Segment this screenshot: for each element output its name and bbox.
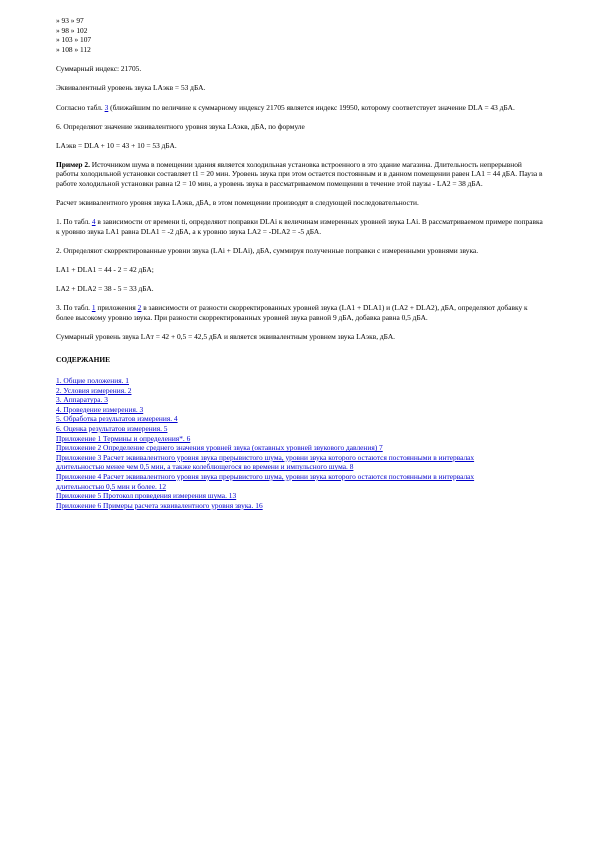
table-4-link[interactable]: 4 bbox=[91, 217, 96, 227]
step-1-text: в зависимости от времени ti, определяют поправки DLAi к величинам измеренных уровней звука LAi. В рассматриваемом примере поправка к уровню звука LA1 равна DLA1 = -2 дБА, а к уровню звука LA2 = -DLA2 = -5 дБА. bbox=[56, 217, 543, 236]
table-3-link[interactable]: 3 bbox=[104, 102, 109, 112]
range-item: » 98 » 102 bbox=[56, 25, 88, 35]
toc-link[interactable]: Приложение 1 Термины и определения*. 6 bbox=[56, 433, 191, 443]
step-3-text: 3. По табл. bbox=[56, 303, 92, 313]
toc-link[interactable]: Приложение 3 Расчет эквивалентного уровня звука прерывистого шума, уровни звука которого остаются постоянными в интервалах длительностью менее чем 0,5 мин, а также колеблющегося во времени и импульсного шума. 8 bbox=[56, 452, 475, 472]
equation-2: LA2 + DLA2 = 38 - 5 = 33 дБА. bbox=[56, 284, 154, 294]
toc-link[interactable]: Приложение 6 Примеры расчета эквивалентного уровня звука. 16 bbox=[56, 500, 263, 510]
formula: LАэкв = DLA + 10 = 43 + 10 = 53 дБА. bbox=[56, 140, 177, 150]
toc-item bbox=[56, 472, 496, 491]
table-reference-text: (ближайшим по величине к суммарному индексу 21705 является индекс 19950, которому соответствует значение DLA = 43 дБА. bbox=[108, 102, 515, 112]
step-3 bbox=[56, 303, 544, 322]
example-2 bbox=[56, 160, 544, 189]
toc-link[interactable]: 6. Оценка результатов измерения. 5 bbox=[56, 424, 168, 434]
range-item: » 108 » 112 bbox=[56, 44, 91, 54]
toc-item bbox=[56, 405, 496, 415]
toc-item bbox=[56, 386, 496, 396]
step-3-text: приложения bbox=[95, 303, 138, 313]
equivalent-level: Эквивалентный уровень звука LАэкв = 53 дБА. bbox=[56, 83, 206, 93]
range-item: » 103 » 107 bbox=[56, 35, 92, 45]
toc-link[interactable]: Приложение 4 Расчет эквивалентного уровня звука прерывистого шума, уровни звука которого остаются постоянными в интервалах длительностью 0,5 мин и более. 12 bbox=[56, 472, 475, 491]
toc-item bbox=[56, 491, 496, 501]
step-1-text: 1. По табл. bbox=[56, 217, 92, 227]
toc-title: СОДЕРЖАНИЕ bbox=[56, 355, 111, 365]
table-reference-text: Согласно табл. bbox=[56, 102, 105, 112]
toc-item bbox=[56, 395, 496, 405]
step-2: 2. Определяют скорректированные уровни звука (LAi + DLAi), дБА, суммируя полученные поправки с измеренными уровнями звука. bbox=[56, 245, 479, 255]
example-2-text: Источником шума в помещении здания является холодильная установка встроенного в это здание магазина. Длительность непрерывной работы холодильной установки составляет t1 = 20 мин. Уровень звука при этом остается постоянным и в данном помещении равен LA1 = 44 дБА. Пауза в работе холодильной установки равна t2 = 10 мин, а уровень звука в рассматриваемом помещении в течение этой паузы - LA2 = 38 дБА. bbox=[56, 159, 543, 189]
table-1-link[interactable]: 1 bbox=[91, 303, 96, 313]
toc-item bbox=[56, 501, 496, 511]
calculation-intro: Расчет эквивалентного уровня звука LАэкв, дБА, в этом помещении производят в следующей последовательности. bbox=[56, 198, 419, 208]
toc-item bbox=[56, 434, 496, 444]
toc-item bbox=[56, 443, 496, 453]
document-page bbox=[56, 16, 544, 510]
toc-link[interactable]: Приложение 2 Определение среднего значения уровней звука (октавных уровней звукового давления) 7 bbox=[56, 443, 383, 453]
summary: Суммарный уровень звука LAт = 42 + 0,5 = 42,5 дБА и является эквивалентным уровнем звука LАэкв, дБА. bbox=[56, 331, 396, 341]
toc-link[interactable]: 5. Обработка результатов измерения. 4 bbox=[56, 414, 178, 424]
range-item: » 93 » 97 bbox=[56, 16, 84, 25]
equation-1: LA1 + DLA1 = 44 - 2 = 42 дБА; bbox=[56, 265, 154, 274]
step-3-text: в зависимости от разности скорректированных уровней звука (LA1 + DLA1) и (LA2 + DLA2), дБА, определяют добавку к более высокому уровню звука. При разности скорректированных уровней звука равной 9 дБА, добавка равна 0,5 дБА. bbox=[56, 303, 528, 322]
toc-link[interactable]: 3. Аппаратура. 3 bbox=[56, 395, 108, 405]
total-index: Суммарный индекс: 21705. bbox=[56, 64, 142, 74]
toc-link[interactable]: 1. Общие положения. 1 bbox=[56, 376, 130, 386]
toc-link[interactable]: 2. Условия измерения. 2 bbox=[56, 385, 132, 395]
toc-item bbox=[56, 414, 496, 424]
toc-item bbox=[56, 424, 496, 434]
table-of-contents bbox=[56, 376, 496, 510]
toc-item bbox=[56, 376, 496, 386]
toc-item bbox=[56, 453, 496, 472]
example-2-label: Пример 2. bbox=[56, 159, 90, 169]
step-1 bbox=[56, 217, 544, 236]
step-6: 6. Определяют значение эквивалентного уровня звука LАэкв, дБА, по формуле bbox=[56, 121, 305, 131]
appendix-2-link[interactable]: 2 bbox=[137, 303, 142, 313]
range-list bbox=[56, 16, 544, 54]
toc-link[interactable]: 4. Проведение измерения. 3 bbox=[56, 404, 144, 414]
table-reference-paragraph bbox=[56, 103, 544, 113]
toc-link[interactable]: Приложение 5 Протокол проведения измерения шума. 13 bbox=[56, 491, 237, 501]
